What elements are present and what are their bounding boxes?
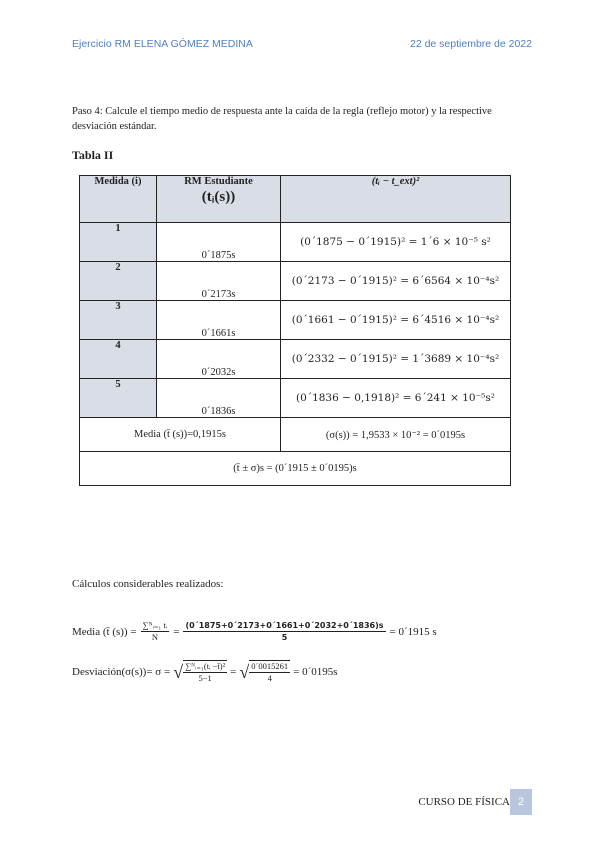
media-lhs: Media (t̄ (s)) = (72, 625, 137, 638)
media-formula (72, 620, 437, 643)
table-row (80, 262, 511, 301)
values-denominator: 5 (281, 633, 288, 642)
cell-index: 3 (80, 301, 157, 340)
equals-sign: = (173, 625, 180, 638)
header-rm (157, 176, 281, 223)
header-date: 22 de septiembre de 2022 (409, 38, 532, 50)
cell-time: 0´1661s (157, 301, 281, 340)
deviation-rhs: = 0´0195s (293, 666, 338, 678)
header-rm-label: RM Estudiante (184, 176, 253, 187)
cell-index: 5 (80, 379, 157, 418)
equals-sign: = (230, 666, 237, 678)
cell-formula: (0´1836 − 0,1918)² = 6´241 × 10⁻⁵s² (281, 379, 511, 418)
table-row (80, 340, 511, 379)
radicand-value-numerator: 0´0015261 (251, 661, 289, 671)
cell-formula: (0´2332 − 0´1915)² = 1´3689 × 10⁻⁴s² (281, 340, 511, 379)
cell-time: 0´1836s (157, 379, 281, 418)
radicand-value-denominator: 4 (267, 673, 272, 683)
cell-formula: (0´1875 − 0´1915)² = 1´6 × 10⁻⁵ s² (281, 223, 511, 262)
radicand-fraction (183, 661, 227, 684)
values-fraction (183, 620, 385, 643)
header-medida: Medida (i) (80, 176, 157, 223)
media-rhs: = 0´1915 s (389, 625, 437, 638)
table-label: Tabla II (72, 148, 114, 162)
sqrt-icon: √ $\frac{0´0015261}{4}$ (239, 661, 289, 683)
table-header-row (80, 176, 511, 223)
table-row (80, 301, 511, 340)
radicand-value-fraction (249, 661, 290, 684)
table-result-row (80, 452, 511, 486)
cell-time: 0´2173s (157, 262, 281, 301)
table-summary-row (80, 418, 511, 452)
data-table (79, 175, 511, 486)
header-squared-diff: (tᵢ − t_ext)² (281, 176, 511, 223)
result-cell: (t̄ ± σ)s = (0´1915 ± 0´0195)s (80, 452, 511, 486)
media-cell: Media (t̄ (s))=0,1915s (80, 418, 281, 452)
cell-formula: (0´1661 − 0´1915)² = 6´4516 × 10⁻⁴s² (281, 301, 511, 340)
sum-numerator: ∑ᴺᵢ₌₁ tᵢ (142, 620, 168, 630)
header-ti: (tᵢ(s)) (201, 189, 236, 205)
deviation-lhs: Desviación(σ(s))= σ = (72, 666, 171, 678)
sum-fraction (141, 620, 170, 643)
intro-text: Paso 4: Calcule el tiempo medio de respuesta ante la caída de la regla (reflejo motor) y la respective desviación estándar. (72, 106, 492, 132)
page-number: 2 (510, 789, 532, 815)
cell-index: 1 (80, 223, 157, 262)
radicand-denominator: 5−1 (198, 673, 212, 683)
sigma-cell: (σ(s)) = 1,9533 × 10⁻² = 0´0195s (281, 418, 511, 452)
cell-time: 0´1875s (157, 223, 281, 262)
cell-time: 0´2032s (157, 340, 281, 379)
footer-course: CURSO DE FÍSICA (418, 796, 510, 808)
sum-denominator: N (151, 632, 158, 642)
cell-index: 2 (80, 262, 157, 301)
cell-index: 4 (80, 340, 157, 379)
values-numerator: (0´1875+0´2173+0´1661+0´2032+0´1836)s (185, 621, 384, 630)
sqrt-icon: √ $\frac{\text{∑ᴺᵢ₌₁(tᵢ −t̄)²}}{5-1}$ (173, 661, 226, 683)
cell-formula: (0´2173 − 0´1915)² = 6´6564 × 10⁻⁴s² (281, 262, 511, 301)
header-title: Ejercicio RM ELENA GÓMEZ MEDINA (72, 38, 253, 50)
calc-title: Cálculos considerables realizados: (72, 578, 224, 590)
radicand-numerator: ∑ᴺᵢ₌₁(tᵢ −t̄)² (185, 661, 226, 671)
table-row (80, 379, 511, 418)
deviation-formula (72, 660, 338, 684)
